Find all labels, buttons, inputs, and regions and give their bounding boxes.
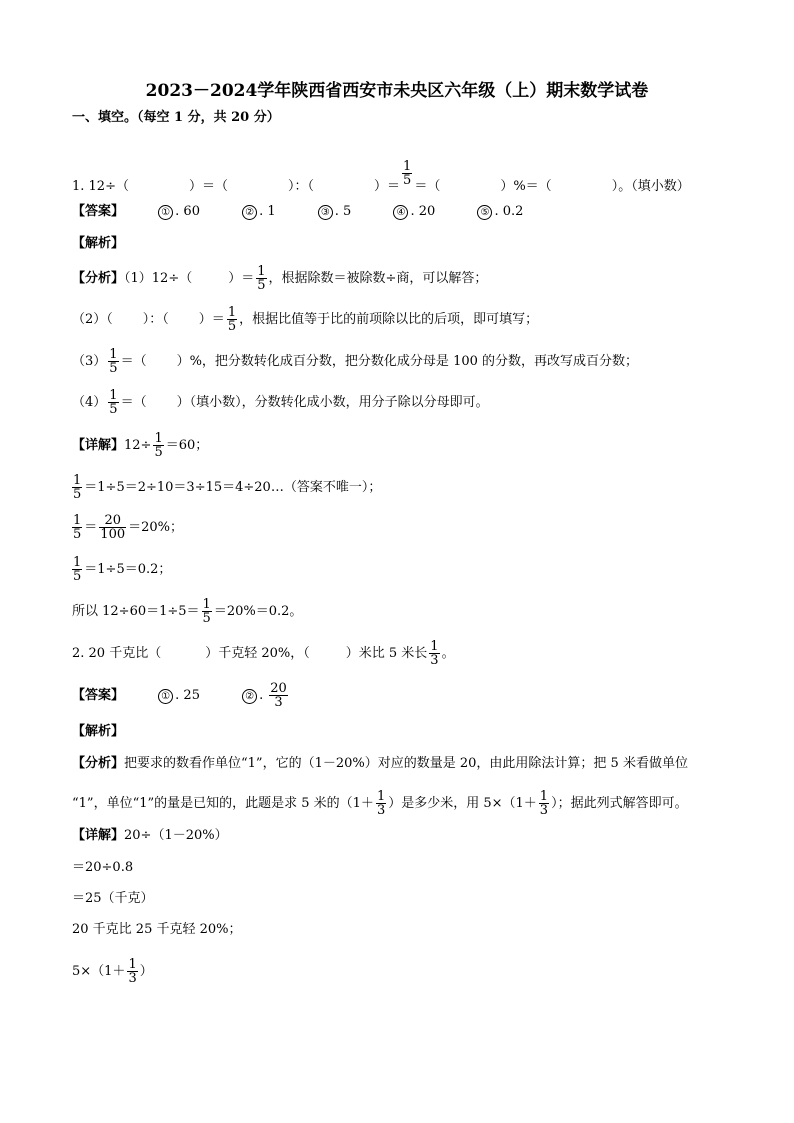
detail-5: 所以 12÷60＝1÷5＝ $\frac{1}{5}$ ＝20%＝0.2。 bbox=[72, 597, 303, 626]
fraction-one-fifth: $\frac{1}{5}$ bbox=[109, 347, 118, 376]
fraction-one-fifth: $\frac{1}{5}$ bbox=[257, 264, 266, 293]
question-1: 1. 12÷（ ）＝（ ）：（ ）＝ $\frac{1}{5}$ ＝（ ）%＝（ ）。（填小数） bbox=[72, 159, 690, 194]
detail-1: 【详解】12÷ $\frac{1}{5}$ ＝60； bbox=[72, 431, 209, 460]
fraction-one-fifth: $\frac{1}{5}$ bbox=[403, 159, 412, 188]
fraction-one-fifth: $\frac{1}{5}$ bbox=[73, 473, 82, 502]
detail-q2-3: ＝25（千克） bbox=[72, 891, 154, 906]
fraction-one-fifth: $\frac{1}{5}$ bbox=[109, 388, 118, 417]
answer-line-2: 【答案】 ① . 25 ② . $\frac{20}{3}$ bbox=[72, 681, 287, 710]
fraction-one-fifth: $\frac{1}{5}$ bbox=[202, 597, 211, 626]
analysis-q2-line2: “1”，单位“1”的量是已知的，此题是求 5 米的（1＋ $\frac{1}{3}$ ）是多少米，用 5×（1＋ $\frac{1}{3}$ ）；据此列式解答即可。 bbox=[72, 789, 688, 818]
analysis-q2-line1: 【分析】把要求的数看作单位“1”，它的（1－20%）对应的数量是 20，由此用除法计算；把 5 米看做单位 bbox=[72, 756, 688, 771]
fraction-one-third: $\frac{1}{3}$ bbox=[376, 789, 386, 818]
detail-q2-2: ＝20÷0.8 bbox=[72, 860, 134, 875]
detail-q2-1: 【详解】20÷（1－20%） bbox=[72, 828, 228, 843]
question-2: 2. 20 千克比（ ）千克轻 20%，（ ）米比 5 米长 $\frac{1}{3}$ 。 bbox=[72, 639, 455, 668]
fraction-one-fifth: $\frac{1}{5}$ bbox=[73, 555, 82, 584]
fraction-twenty-third: $\frac{20}{3}$ bbox=[270, 681, 287, 710]
section-heading: 一、填空。（每空 1 分，共 20 分） bbox=[72, 110, 280, 125]
fraction-one-fifth: $\frac{1}{5}$ bbox=[73, 513, 82, 542]
fraction-twenty-hundred: $\frac{20}{100}$ bbox=[100, 513, 126, 542]
analysis-2: （2）（ ）：（ ）＝ $\frac{1}{5}$ ，根据比值等于比的前项除以比的后项，即可填写； bbox=[72, 305, 539, 334]
detail-4: $\frac{1}{5}$ ＝1÷5＝0.2； bbox=[73, 555, 172, 584]
analysis-3: （3） $\frac{1}{5}$ ＝（ ）%，把分数转化成百分数，把分数化成分母是 100 的分数，再改写成百分数； bbox=[72, 347, 639, 376]
fraction-one-third: $\frac{1}{3}$ bbox=[128, 957, 137, 986]
page-title: 2023－2024学年陕西省西安市未央区六年级（上）期末数学试卷 bbox=[145, 81, 649, 101]
jiexi-tag-2: 【解析】 bbox=[72, 724, 125, 739]
analysis-4: （4） $\frac{1}{5}$ ＝（ ）（填小数），分数转化成小数，用分子除以分母即可。 bbox=[72, 388, 489, 417]
detail-q2-4: 20 千克比 25 千克轻 20%； bbox=[72, 922, 242, 937]
jiexi-tag-1: 【解析】 bbox=[72, 236, 125, 251]
fraction-one-third: $\frac{1}{3}$ bbox=[430, 639, 439, 668]
detail-2: $\frac{1}{5}$ ＝1÷5＝2÷10＝3÷15＝4÷20…（答案不唯一）； bbox=[73, 473, 382, 502]
detail-q2-5: 5×（1＋ $\frac{1}{3}$ ） bbox=[72, 957, 153, 986]
analysis-1: 【分析】（1）12÷（ ）＝ $\frac{1}{5}$ ，根据除数＝被除数÷商，可以解答； bbox=[72, 264, 488, 293]
answer-line-1: 【答案】 ① . 60 ② . 1 ③ . 5 ④ . 20 ⑤ . 0.2 bbox=[72, 204, 524, 219]
fraction-one-fifth: $\frac{1}{5}$ bbox=[227, 305, 237, 334]
fraction-one-fifth: $\frac{1}{5}$ bbox=[154, 431, 163, 460]
fraction-one-third: $\frac{1}{3}$ bbox=[539, 789, 549, 818]
detail-3: $\frac{1}{5}$ ＝ $\frac{20}{100}$ ＝20%； bbox=[73, 513, 184, 542]
